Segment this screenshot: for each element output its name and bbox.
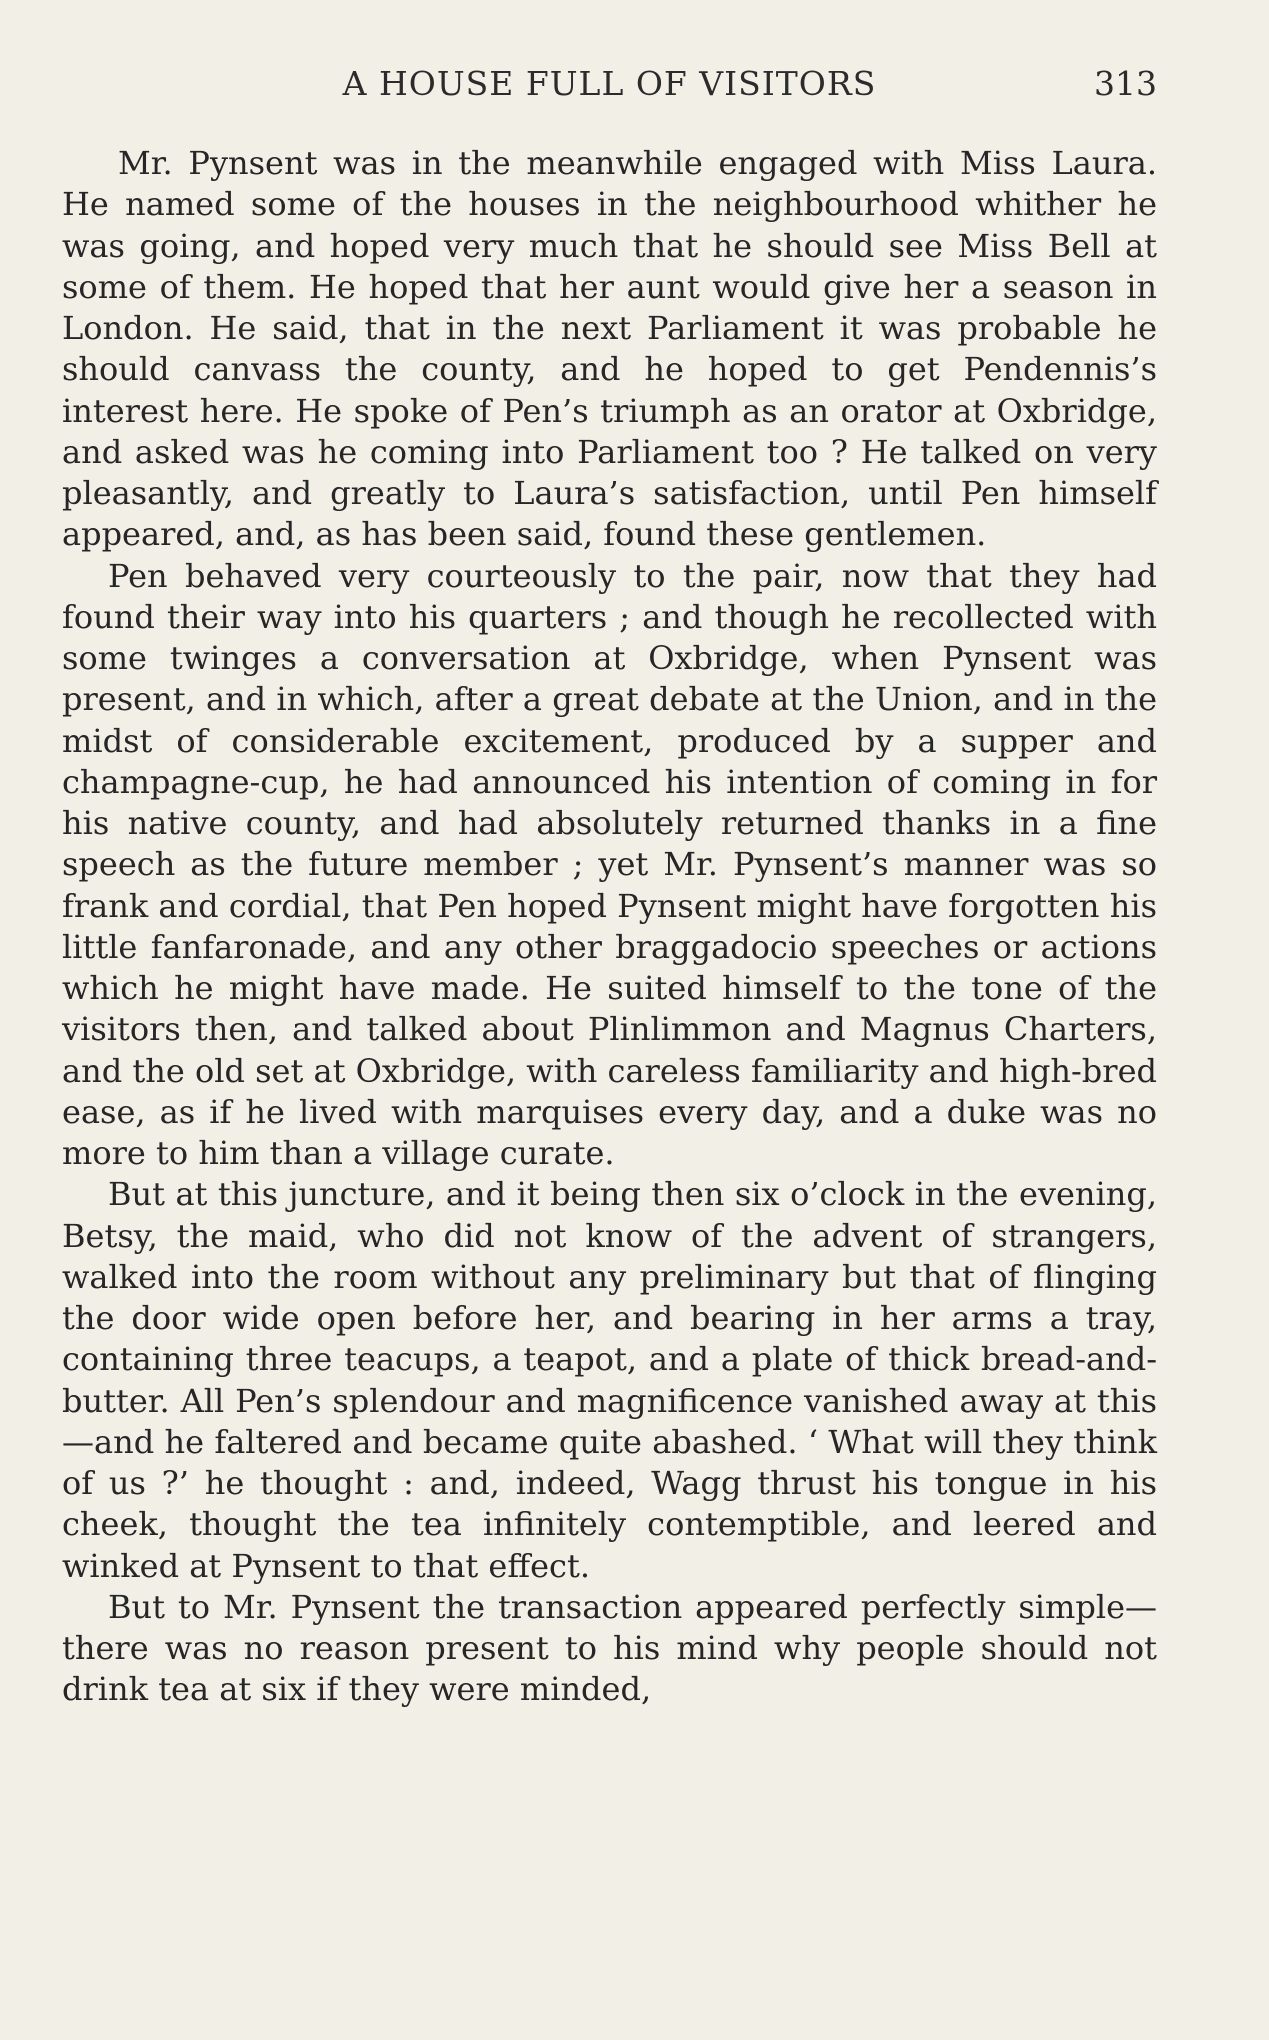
paragraph: Mr. Pynsent was in the meanwhile engaged with Miss Laura. He named some of the houses in the neighbourhood whither he was going, and hoped very much that he should see Miss Bell at some of them. He hoped that her aunt would give her a season in London. He said, that in the next Parliament it was probable he should canvass the county, and he hoped to get Pendennis’s interest here. He spoke of Pen’s triumph as an orator at Oxbridge, and asked was he coming into Parliament too ? He talked on very pleasantly, and greatly to Laura’s satisfaction, until Pen himself appeared, and, as has been said, found these gentlemen. [62, 144, 1157, 554]
page-number: 313 [1094, 64, 1157, 103]
paragraph: But at this juncture, and it being then six o’clock in the evening, Betsy, the maid, who did not know of the advent of strangers, walked into the room without any preliminary but that of flinging the door wide open before her, and bearing in her arms a tray, containing three teacups, a teapot, and a plate of thick bread-and-butter. All Pen’s splendour and magnificence vanished away at this—and he faltered and became quite abashed. ‘ What will they think of us ?’ he thought : and, indeed, Wagg thrust his tongue in his cheek, thought the tea infinitely contemptible, and leered and winked at Pynsent to that effect. [62, 1175, 1157, 1585]
page-header [62, 64, 1157, 114]
paragraph: But to Mr. Pynsent the transaction appeared perfectly simple—there was no reason present to his mind why people should not drink tea at six if they were minded, [62, 1587, 1157, 1709]
running-title: A HOUSE FULL OF VISITORS [342, 64, 877, 103]
body-text [62, 143, 1157, 1711]
paragraph: Pen behaved very courteously to the pair, now that they had found their way into his quarters ; and though he recollected with some twinges a conversation at Oxbridge, when Pynsent was present, and in which, after a great debate at the Union, and in the midst of considerable excitement, produced by a supper and champagne-cup, he had announced his intention of coming in for his native county, and had absolutely returned thanks in a fine speech as the future member ; yet Mr. Pynsent’s manner was so frank and cordial, that Pen hoped Pynsent might have forgotten his little fanfaronade, and any other braggadocio speeches or actions which he might have made. He suited himself to the tone of the visitors then, and talked about Plinlimmon and Magnus Charters, and the old set at Oxbridge, with careless familiarity and high-bred ease, as if he lived with marquises every day, and a duke was no more to him than a village curate. [62, 556, 1157, 1172]
